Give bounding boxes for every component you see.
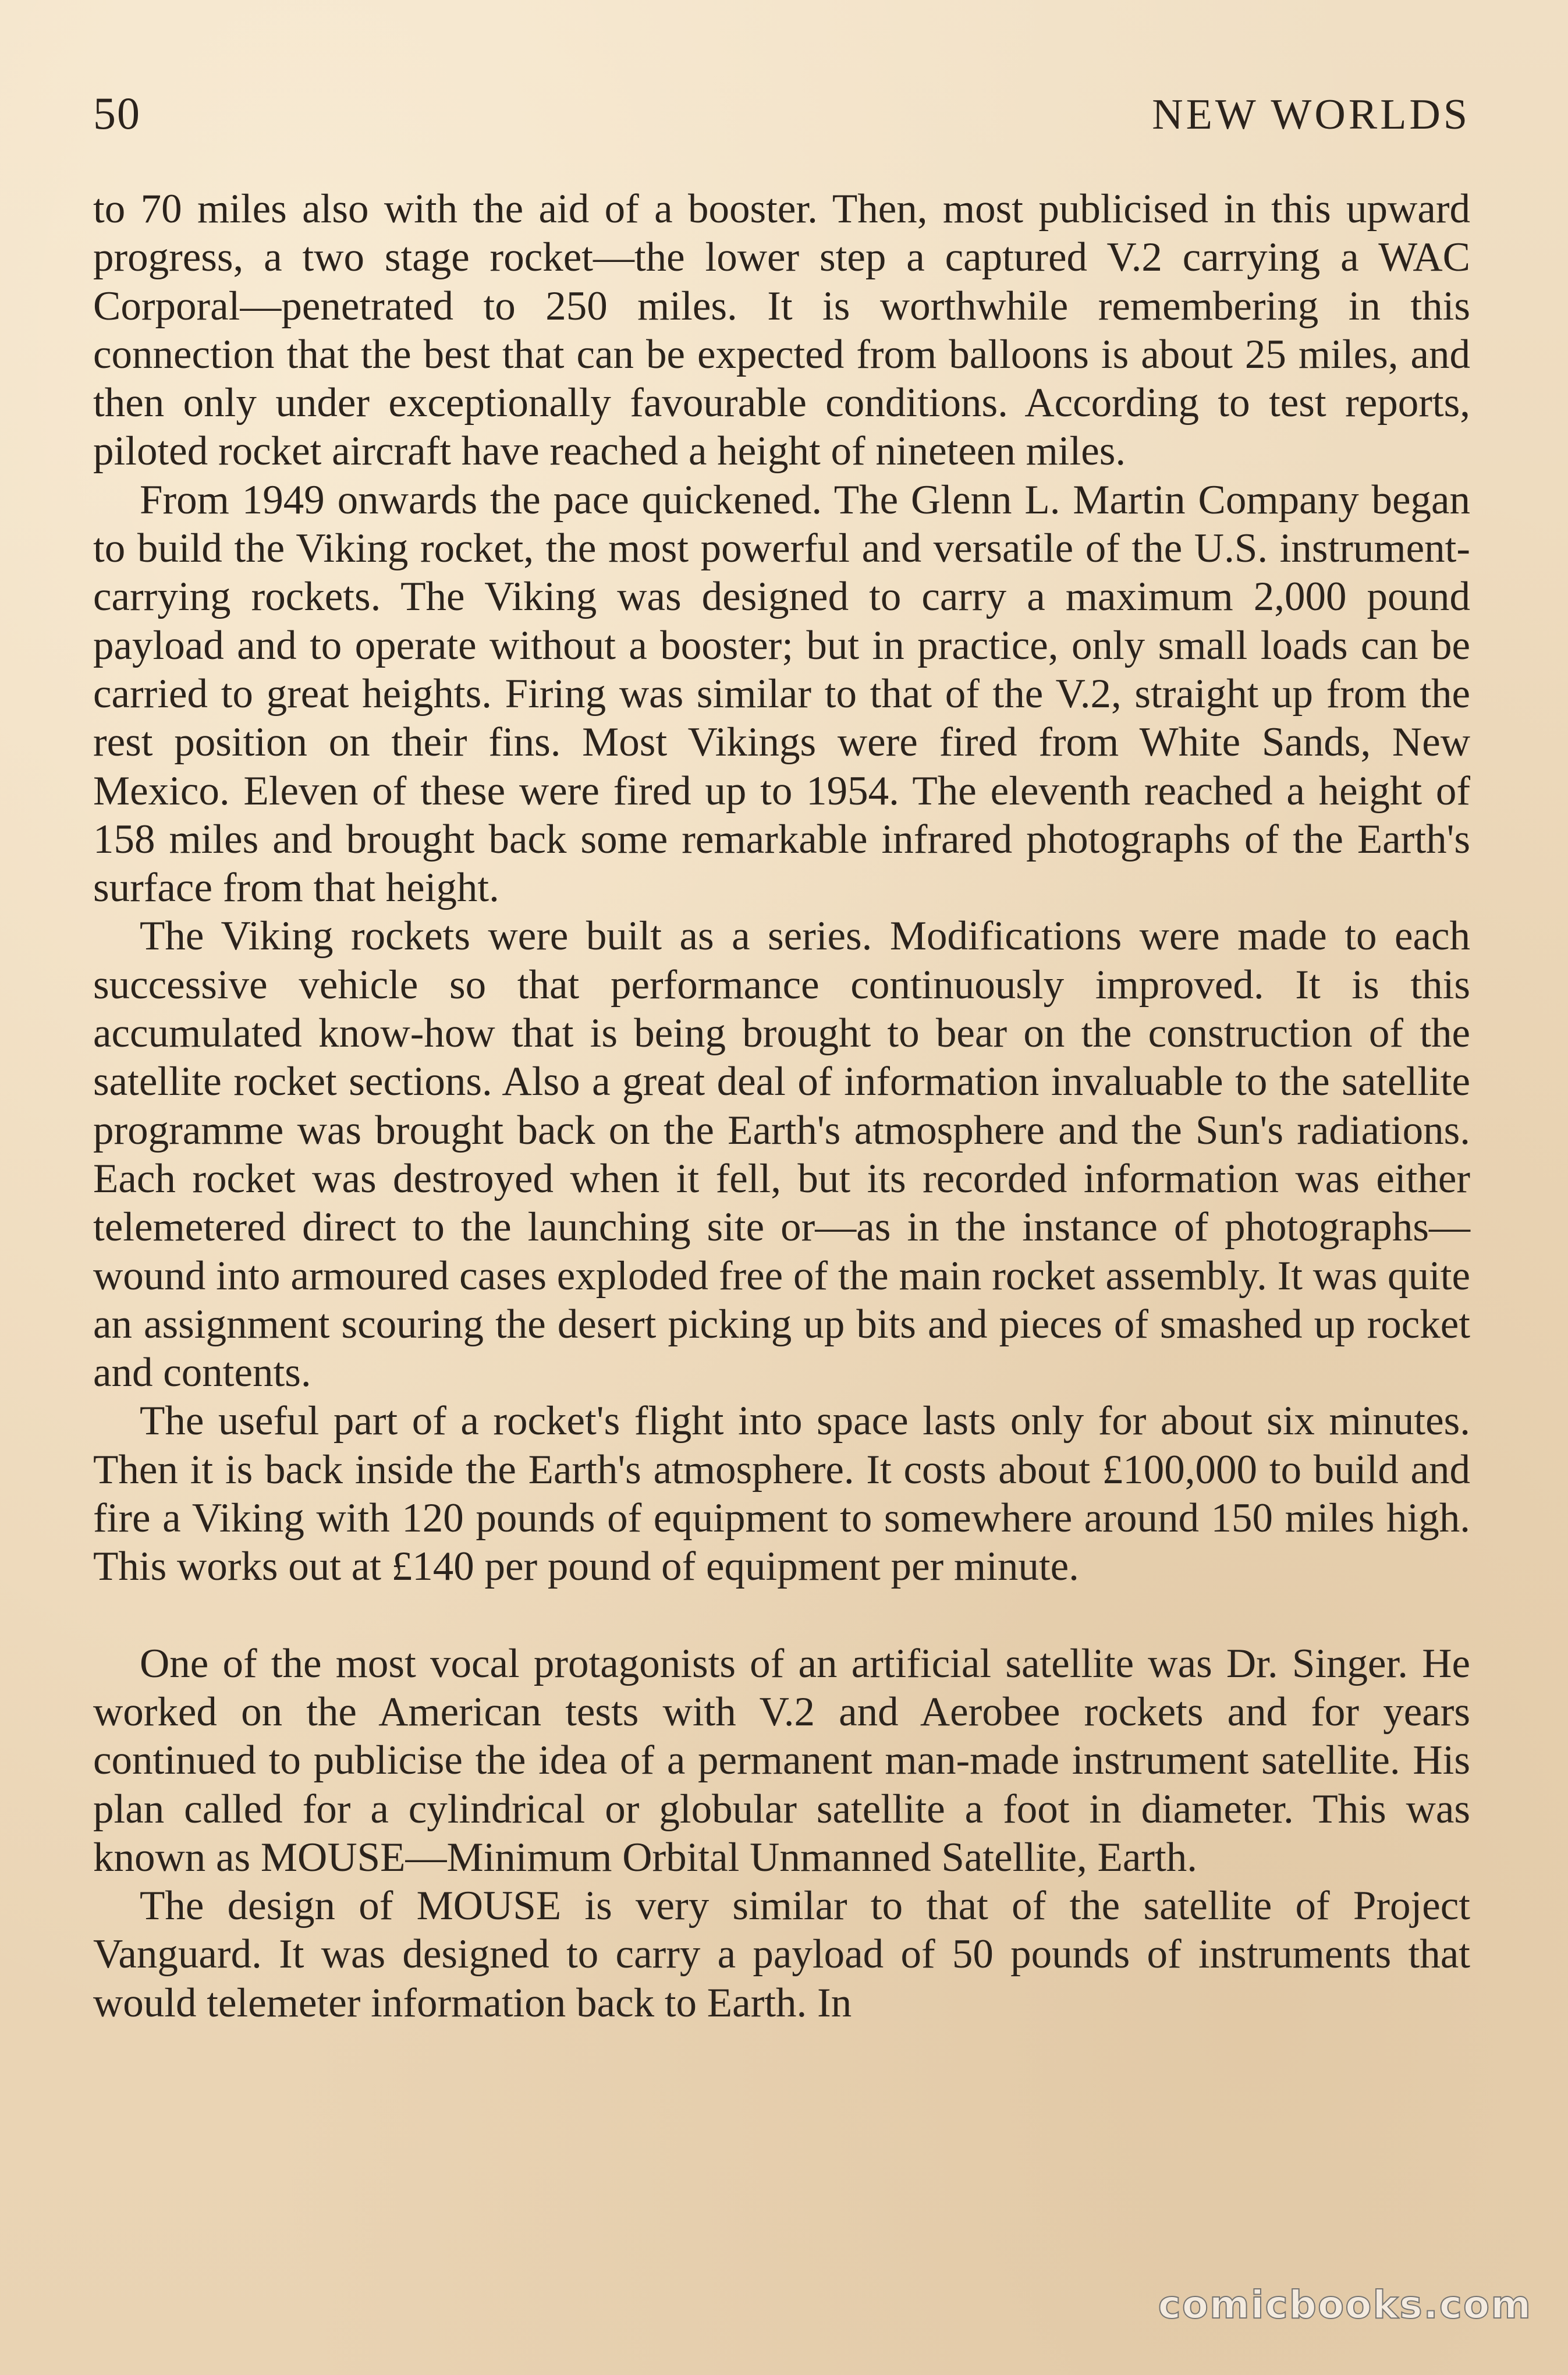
running-head bbox=[93, 87, 1470, 146]
running-title: NEW WORLDS bbox=[1152, 91, 1470, 139]
paragraph-flight-cost: The useful part of a rocket's flight into space lasts only for about six minutes. Then it is back inside the Earth's atmosphere. It costs about £100,000 to build and fire a Viking with 120 pounds of equipment to somewhere around 150 miles high. This works out at £140 per pound of equipment per minute. bbox=[93, 1398, 1470, 1590]
paragraph-viking-series: The Viking rockets were built as a series. Modifications were made to each successive vehicle so that performance continuously improved. It is this accumulated know-how that is being brought to bear on the construction of the satellite rocket sections. Also a great deal of information invaluable to the satellite programme was brought back on the Earth's atmosphere and the Sun's radiations. Each rocket was destroyed when it fell, but its recorded information was either telemetered direct to the launching site or—as in the instance of photographs—wound into armoured cases exploded free of the main rocket assembly. It was quite an assignment scouring the desert picking up bits and pieces of smashed up rocket and contents. bbox=[93, 913, 1470, 1396]
paragraph-continuation: to 70 miles also with the aid of a booster. Then, most publicised in this upward progress, a two stage rocket—the lower step a captured V.2 carrying a WAC Corporal—penetrated to 250 miles. It is worthwhile remembering in this connection that the best that can be expected from balloons is about 25 miles, and then only under exceptionally favourable conditions. According to test reports, piloted rocket aircraft have reached a height of nineteen miles. bbox=[93, 186, 1470, 474]
body-text bbox=[93, 185, 1470, 2027]
watermark: comicbooks.com bbox=[1158, 2282, 1532, 2327]
paragraph-dr-singer: One of the most vocal protagonists of an artificial satellite was Dr. Singer. He worked on the American tests with V.2 and Aerobee rockets and for years continued to publicise the idea of a permanent man-made instrument satellite. His plan called for a cylindrical or globular satellite a foot in diameter. This was known as MOUSE—Minimum Orbital Unmanned Satellite, Earth. bbox=[93, 1640, 1470, 1880]
section-break bbox=[93, 1591, 1470, 1640]
paragraph-mouse-design: The design of MOUSE is very similar to that of the satellite of Project Vanguard. It was designed to carry a payload of 50 pounds of instruments that would telemeter information back to Earth. In bbox=[93, 1883, 1470, 2026]
page-number: 50 bbox=[93, 88, 141, 139]
paragraph-viking-rocket: From 1949 onwards the pace quickened. The Glenn L. Martin Company began to build the Viking rocket, the most powerful and versatile of the U.S. instrument-carrying rockets. The Viking was designed to carry a maximum 2,000 pound payload and to operate without a booster; but in practice, only small loads can be carried to great heights. Firing was similar to that of the V.2, straight up from the rest position on their fins. Most Vikings were fired from White Sands, New Mexico. Eleven of these were fired up to 1954. The eleventh reached a height of 158 miles and brought back some remarkable infrared photographs of the Earth's surface from that height. bbox=[93, 477, 1470, 911]
